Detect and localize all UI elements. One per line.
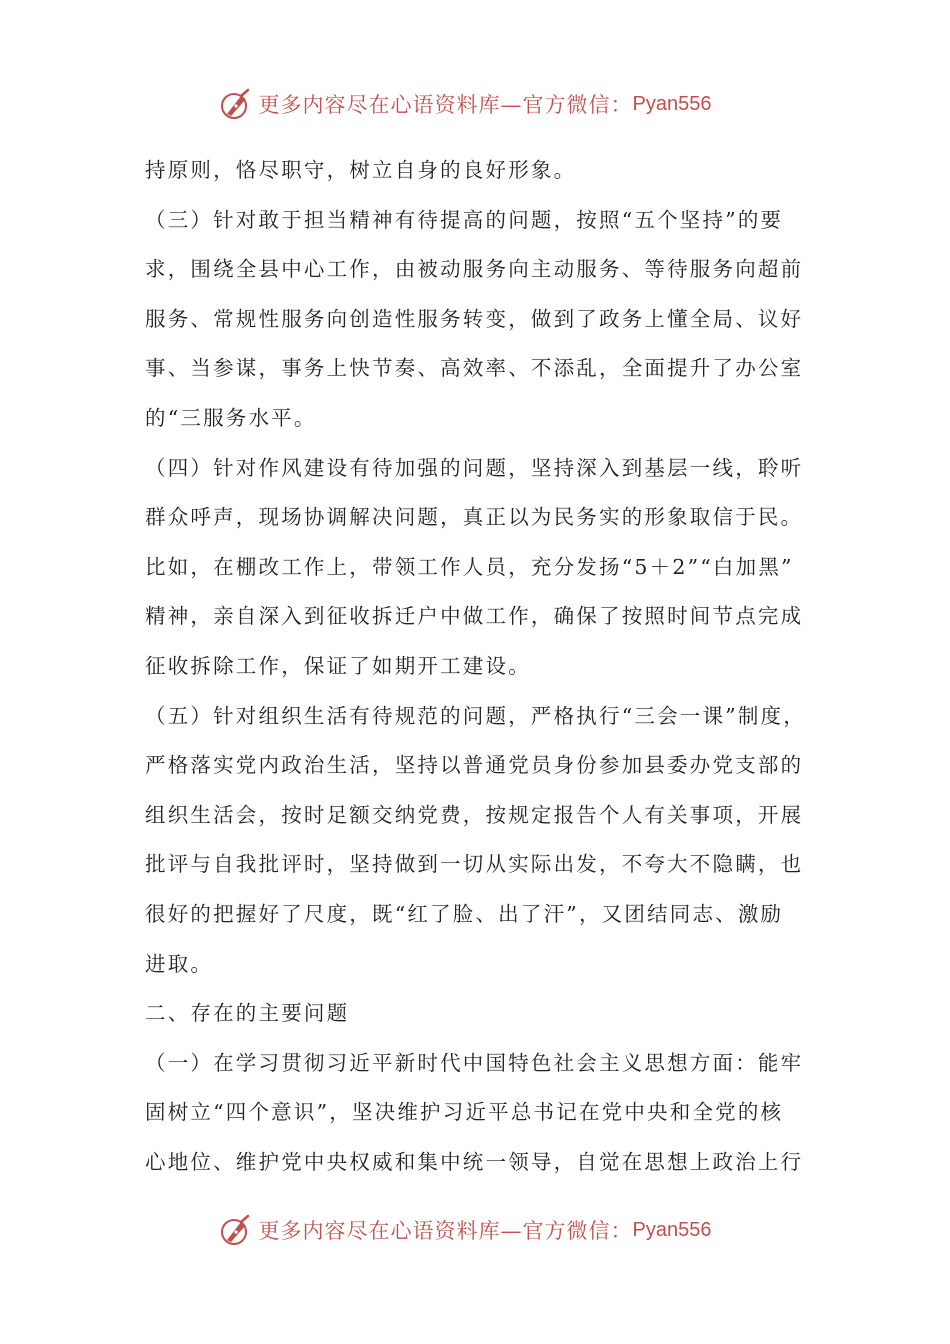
body-line: 事、当参谋，事务上快节奏、高效率、不添乱，全面提升了办公室 [145, 356, 804, 381]
body-line: （五）针对组织生活有待规范的问题，严格执行“三会一课”制度， [145, 703, 806, 728]
body-line: 严格落实党内政治生活，坚持以普通党员身份参加县委办党支部的 [145, 753, 804, 778]
body-line: 比如，在棚改工作上，带领工作人员，充分发扬“5＋2”“白加黑” [145, 554, 794, 579]
body-line: （一）在学习贯彻习近平新时代中国特色社会主义思想方面：能牢 [145, 1050, 804, 1075]
pen-nib-circle-icon [219, 1213, 253, 1247]
section-heading: 二、存在的主要问题 [145, 1001, 350, 1026]
body-line: 的“三服务水平。 [145, 405, 317, 430]
body-line: 征收拆除工作，保证了如期开工建设。 [145, 653, 531, 678]
watermark-text: 更多内容尽在心语资料库—官方微信： [258, 1219, 633, 1243]
body-line: 很好的把握好了尺度，既“红了脸、出了汗”，又团结同志、激励 [145, 901, 784, 926]
body-line: 组织生活会，按时足额交纳党费，按规定报告个人有关事项，开展 [145, 802, 804, 827]
watermark-banner-top [0, 84, 950, 124]
body-line: 服务、常规性服务向创造性服务转变，做到了政务上懂全局、议好 [145, 306, 804, 331]
document-body [145, 146, 825, 1187]
body-line: 批评与自我批评时，坚持做到一切从实际出发，不夸大不隐瞒，也 [145, 852, 804, 877]
body-line: （四）针对作风建设有待加强的问题，坚持深入到基层一线，聆听 [145, 455, 804, 480]
body-line: 固树立“四个意识”，坚决维护习近平总书记在党中央和全党的核 [145, 1100, 784, 1125]
body-line: 持原则，恪尽职守，树立自身的良好形象。 [145, 158, 577, 182]
body-line: （三）针对敢于担当精神有待提高的问题，按照“五个坚持”的要 [145, 207, 784, 232]
body-line: 进取。 [145, 951, 214, 976]
wechat-id: Pyan556 [632, 1218, 712, 1241]
body-line: 求，围绕全县中心工作，由被动服务向主动服务、等待服务向超前 [145, 257, 804, 282]
body-line: 群众呼声，现场协调解决问题，真正以为民务实的形象取信于民。 [145, 505, 804, 530]
pen-nib-circle-icon [219, 87, 253, 121]
body-line: 心地位、维护党中央权威和集中统一领导，自觉在思想上政治上行 [145, 1149, 804, 1174]
watermark-text: 更多内容尽在心语资料库—官方微信： [258, 93, 633, 117]
body-line: 精神，亲自深入到征收拆迁户中做工作，确保了按照时间节点完成 [145, 604, 804, 629]
wechat-id: Pyan556 [632, 92, 712, 115]
watermark-banner-bottom [0, 1210, 950, 1250]
